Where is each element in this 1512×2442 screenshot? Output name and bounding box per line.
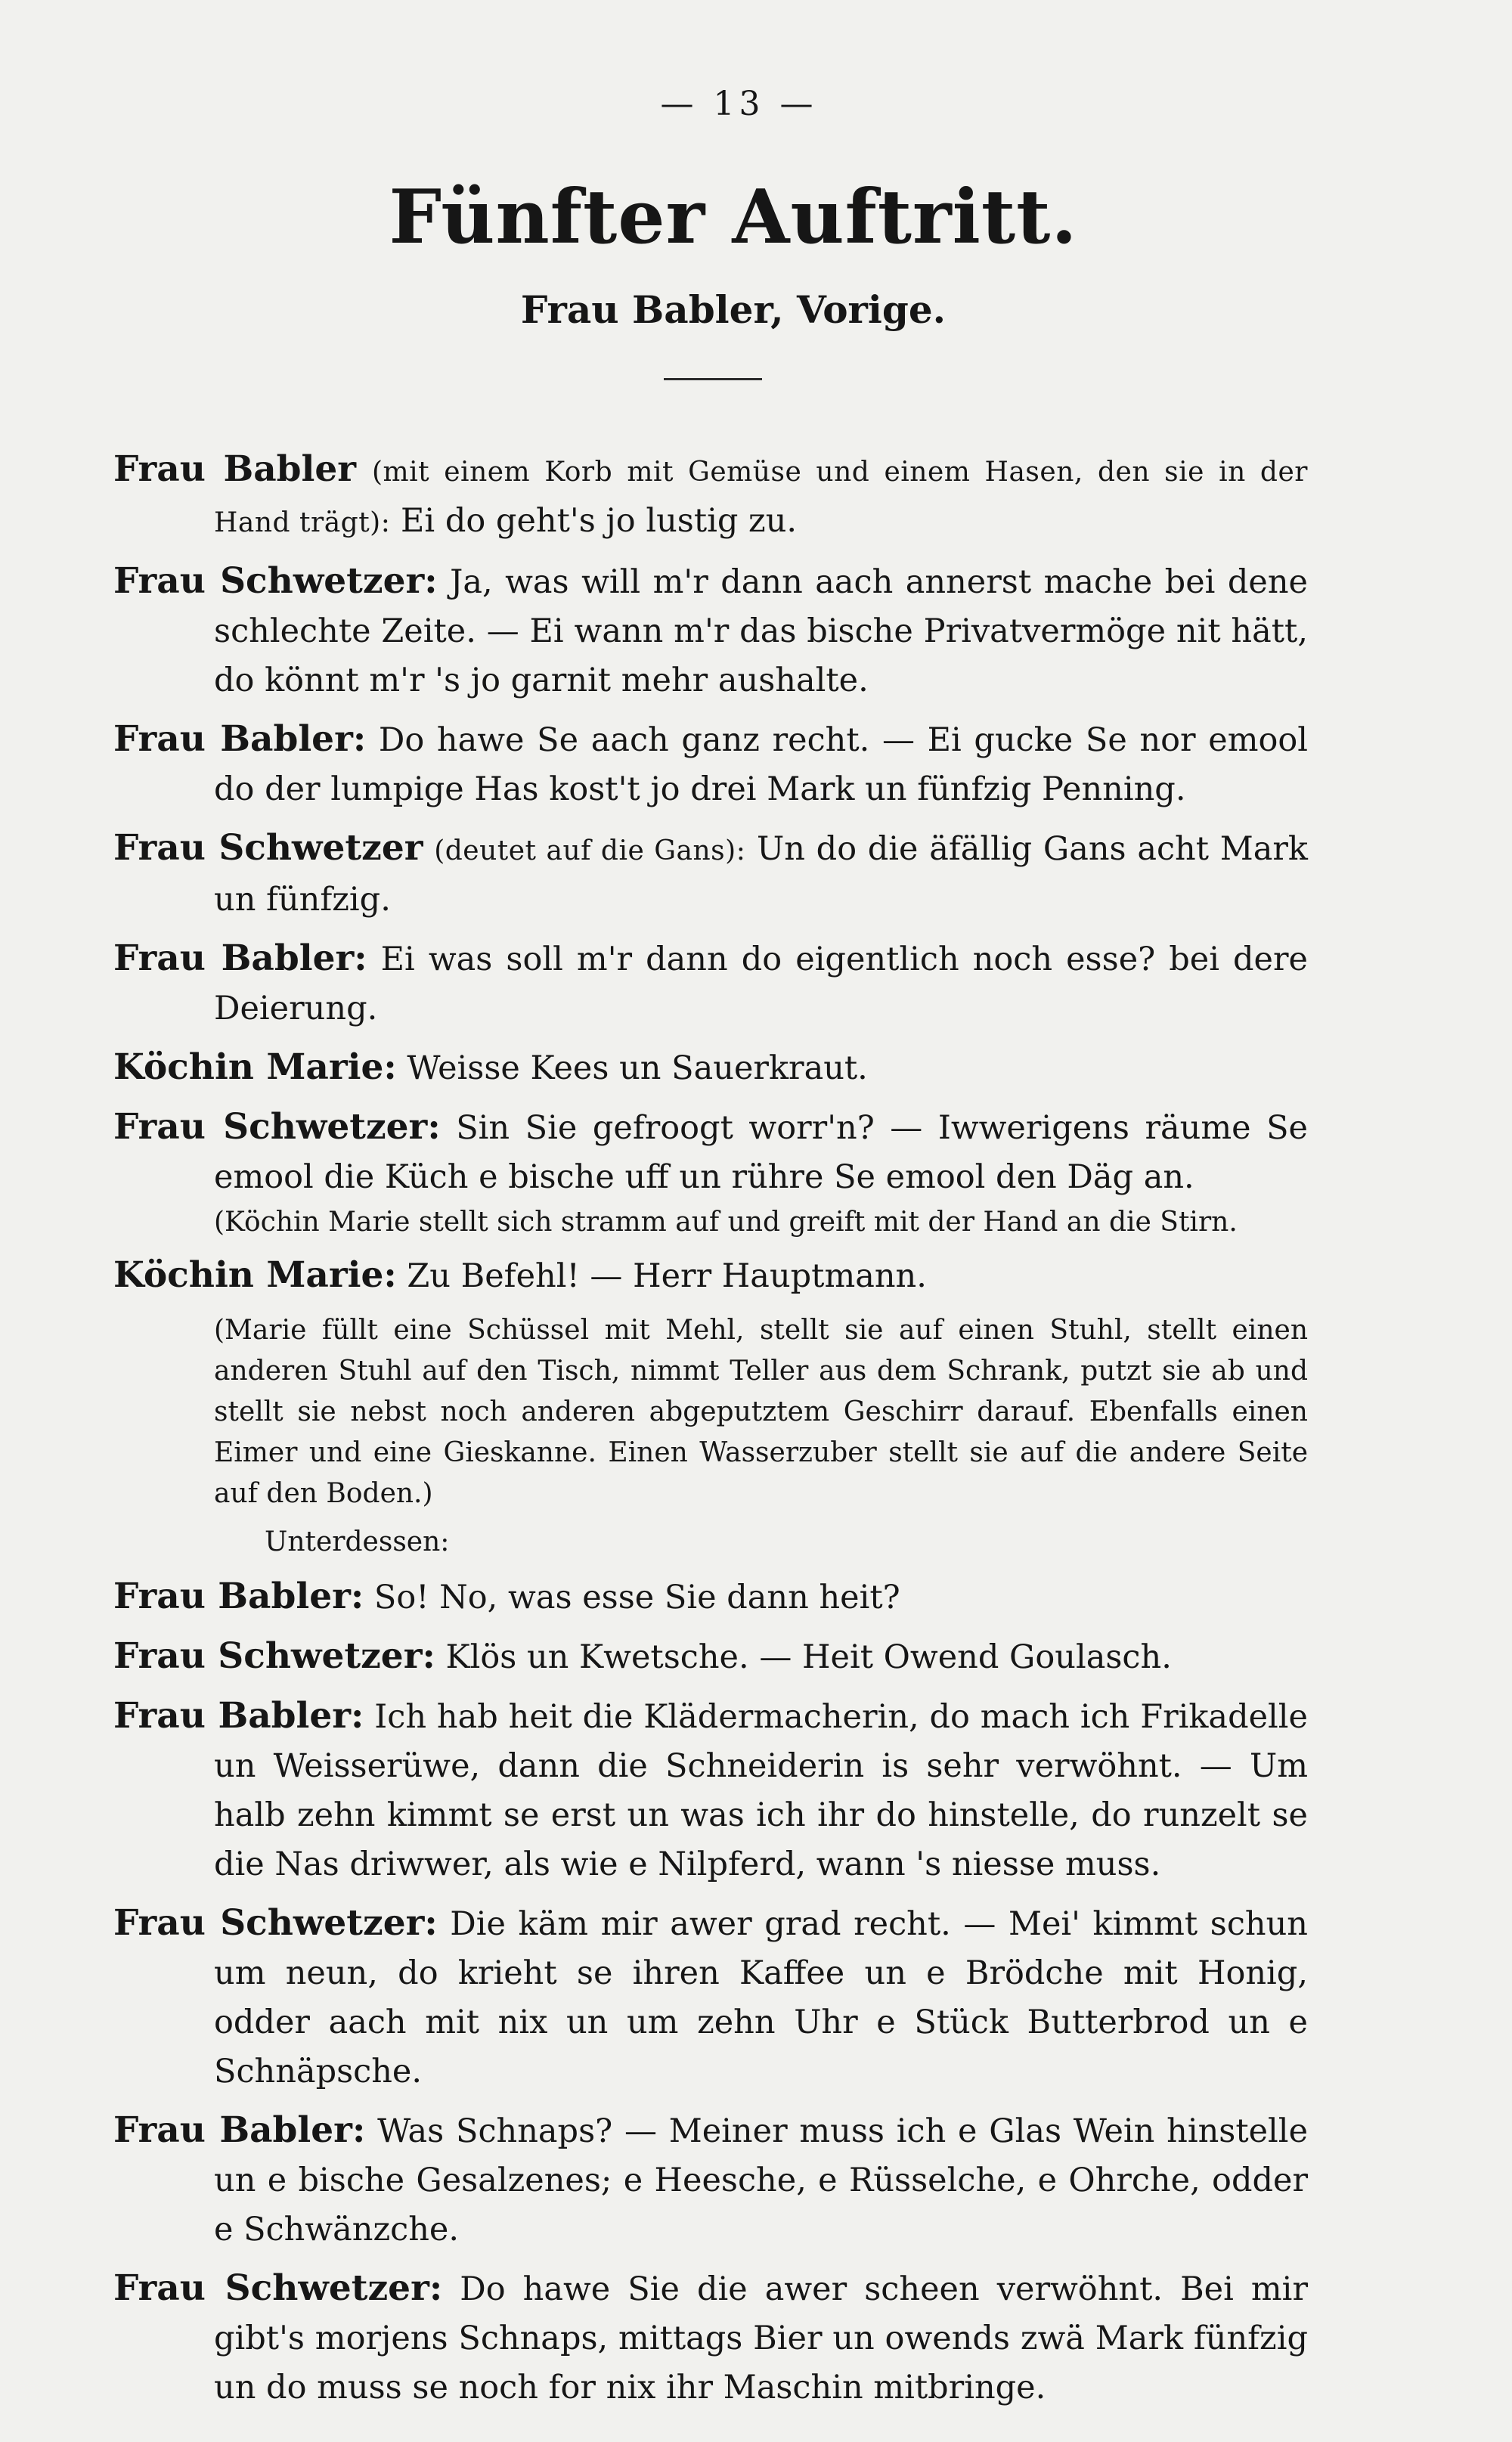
speaker-name: Frau Schwetzer — [113, 827, 423, 869]
scene-characters: Frau Babler, Vorige. — [520, 287, 947, 332]
speech-line — [113, 1102, 1308, 1202]
speech-line — [113, 1632, 1308, 1682]
speech-line — [113, 556, 1308, 705]
stage-direction: (Marie füllt eine Schüssel mit Mehl, stellt sie auf einen Stuhl, stellt einen anderen Stuhl auf den Tisch, nimmt Teller aus dem Schrank, putzt sie ab und stellt sie nebst noch anderen abgeputztem Geschirr darauf. Ebenfalls einen Eimer und eine Gieskanne. Einen Wasserzuber stellt sie auf die andere Seite auf den Boden.) — [214, 1315, 1308, 1509]
speech-line — [113, 445, 1308, 547]
speaker-name: Köchin Marie: — [113, 1046, 397, 1088]
speech-line — [113, 934, 1308, 1034]
speaker-name: Frau Babler: — [113, 1576, 364, 1617]
speech-line — [113, 1043, 1308, 1093]
speech-text: Sin Sie gefroogt worr'n? — Iwwerigens räume Se emool die Küch e bische uff un rühre Se emool den Däg an. — [214, 1109, 1308, 1196]
stage-aside: (mit einem Korb mit Gemüse und einem Hasen, den sie in der Hand trägt): — [214, 457, 1308, 538]
stage-aside: (deutet auf die Gans): — [434, 835, 746, 866]
speech-text: Zu Befehl! — Herr Hauptmann. — [407, 1257, 927, 1295]
speaker-name: Frau Babler: — [113, 2109, 366, 2151]
speech-text: Do hawe Se aach ganz recht. — Ei gucke Se nor emool do der lumpige Has kost't jo drei Mark un fünfzig Penning. — [214, 721, 1309, 808]
stage-direction: (Köchin Marie stellt sich stramm auf und greift mit der Hand an die Stirn. — [214, 1207, 1238, 1238]
speech-text: Ja, was will m'r dann aach annerst mache bei dene schlechte Zeite. — Ei wann m'r das bische Privatvermöge nit hätt, do könnt m'r 's jo garnit mehr aushalte. — [214, 563, 1308, 699]
speaker-name: Frau Babler: — [113, 1695, 364, 1737]
speech-line — [113, 823, 1308, 925]
speech-line — [113, 2264, 1308, 2413]
speaker-name: Frau Schwetzer: — [113, 1106, 441, 1148]
speech-text: Un do die äfällig Gans acht Mark un fünfzig. — [214, 830, 1308, 919]
speech-text: So! No, was esse Sie dann heit? — [373, 1579, 900, 1616]
speech-text: Klös un Kwetsche. — Heit Owend Goulasch. — [445, 1638, 1172, 1676]
speech-text: Die käm mir awer grad recht. — Mei' kimmt schun um neun, do krieht se ihren Kaffee un e Brödche mit Honig, odder aach mit nix un um zehn Uhr e Stück Butterbrod un e Schnäpsche. — [214, 1905, 1309, 2090]
speaker-name: Frau Schwetzer: — [113, 560, 438, 602]
speaker-name: Frau Schwetzer: — [113, 1902, 438, 1944]
speaker-name: Frau Babler: — [113, 937, 367, 979]
speaker-name: Frau Schwetzer: — [113, 1635, 435, 1677]
page-number: — 13 — — [660, 85, 818, 123]
scene-title: Fünfter Auftritt. — [389, 174, 1078, 261]
dialogue-body — [113, 445, 1308, 2422]
speech-text: Weisse Kees un Sauerkraut. — [407, 1049, 868, 1087]
speech-text: Was Schnaps? — Meiner muss ich e Glas Wein hinstelle un e bische Gesalzenes; e Heesche, e Rüsselche, e Ohrche, odder e Schwänzche. — [214, 2112, 1309, 2248]
speech-text: Do hawe Sie die awer scheen verwöhnt. Bei mir gibt's morjens Schnaps, mittags Bier un owends zwä Mark fünfzig un do muss se noch for nix ihr Maschin mitbringe. — [214, 2270, 1308, 2406]
speech-line — [113, 1250, 1308, 1301]
speaker-name: Frau Schwetzer: — [113, 2267, 443, 2309]
speaker-name: Köchin Marie: — [113, 1254, 397, 1296]
speech-text: Ei do geht's jo lustig zu. — [401, 502, 798, 540]
speech-line — [113, 2106, 1308, 2255]
speaker-name: Frau Babler: — [113, 718, 367, 760]
speech-line — [113, 714, 1308, 814]
speech-line — [113, 1691, 1308, 1889]
speech-line — [113, 1898, 1308, 2096]
divider-rule — [664, 378, 762, 380]
speaker-name: Frau Babler — [113, 448, 357, 490]
stage-direction-short: Unterdessen: — [265, 1526, 450, 1557]
speech-line — [113, 1572, 1308, 1622]
speech-text: Ich hab heit die Klädermacherin, do mach ich Frikadelle un Weisserüwe, dann die Schneiderin is sehr verwöhnt. — Um halb zehn kimmt se erst un was ich ihr do hinstelle, do runzelt se die Nas driwwer, als wie e Nilpferd, wann 's niesse muss. — [214, 1698, 1308, 1883]
speech-text: Ei was soll m'r dann do eigentlich noch esse? bei dere Deierung. — [214, 941, 1309, 1027]
